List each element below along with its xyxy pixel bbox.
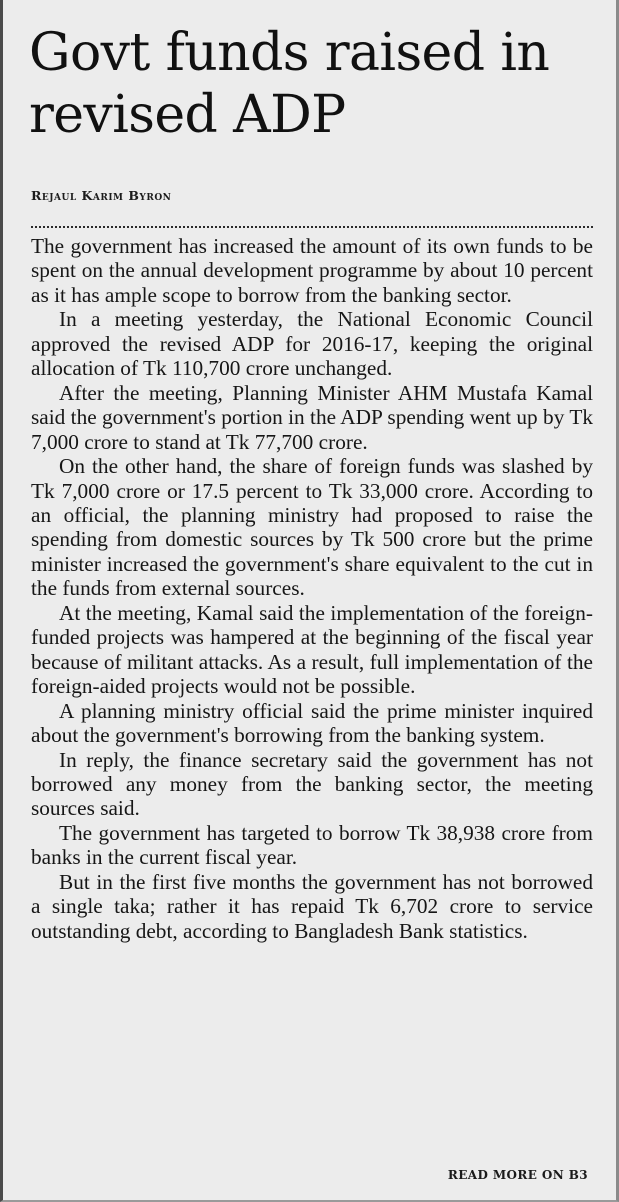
headline: Govt funds raised in revised ADP: [29, 23, 550, 145]
paragraph: In reply, the finance secretary said the government has not borrowed any money from the banking sector, the meeting sources said.: [31, 747, 593, 821]
paragraph: The government has targeted to borrow Tk 38,938 crore from banks in the current fiscal year.: [31, 820, 593, 870]
read-more-jump-line: READ MORE ON B3: [447, 1168, 588, 1182]
paragraph: In a meeting yesterday, the National Economic Council approved the revised ADP for 2016-17, keeping the original allocation of Tk 110,700 crore unchanged.: [31, 307, 593, 381]
paragraph: A planning ministry official said the prime minister inquired about the government's borrowing from the banking system.: [31, 698, 593, 748]
paragraph: The government has increased the amount of its own funds to be spent on the annual development programme by about 10 percent as it has ample scope to borrow from the banking sector.: [31, 234, 593, 307]
paragraph: But in the first five months the government has not borrowed a single taka; rather it has repaid Tk 6,702 crore to service outstanding debt, according to Bangladesh Bank statistics.: [31, 869, 593, 943]
paragraph: After the meeting, Planning Minister AHM Mustafa Kamal said the government's portion in the ADP spending went up by Tk 7,000 crore to stand at Tk 77,700 crore.: [31, 380, 593, 454]
dotted-divider: [31, 226, 593, 228]
paragraph: At the meeting, Kamal said the implementation of the foreign-funded projects was hampered at the beginning of the fiscal year because of militant attacks. As a result, full implementation of the foreign-aided projects would not be possible.: [31, 600, 593, 699]
article-body: [31, 234, 593, 943]
byline: Rejaul Karim Byron: [31, 188, 172, 203]
paragraph: On the other hand, the share of foreign funds was slashed by Tk 7,000 crore or 17.5 percent to Tk 33,000 crore. According to an official, the planning ministry had proposed to raise the spending from domestic sources by Tk 500 crore but the prime minister increased the government's share equivalent to the cut in the funds from external sources.: [31, 454, 593, 601]
